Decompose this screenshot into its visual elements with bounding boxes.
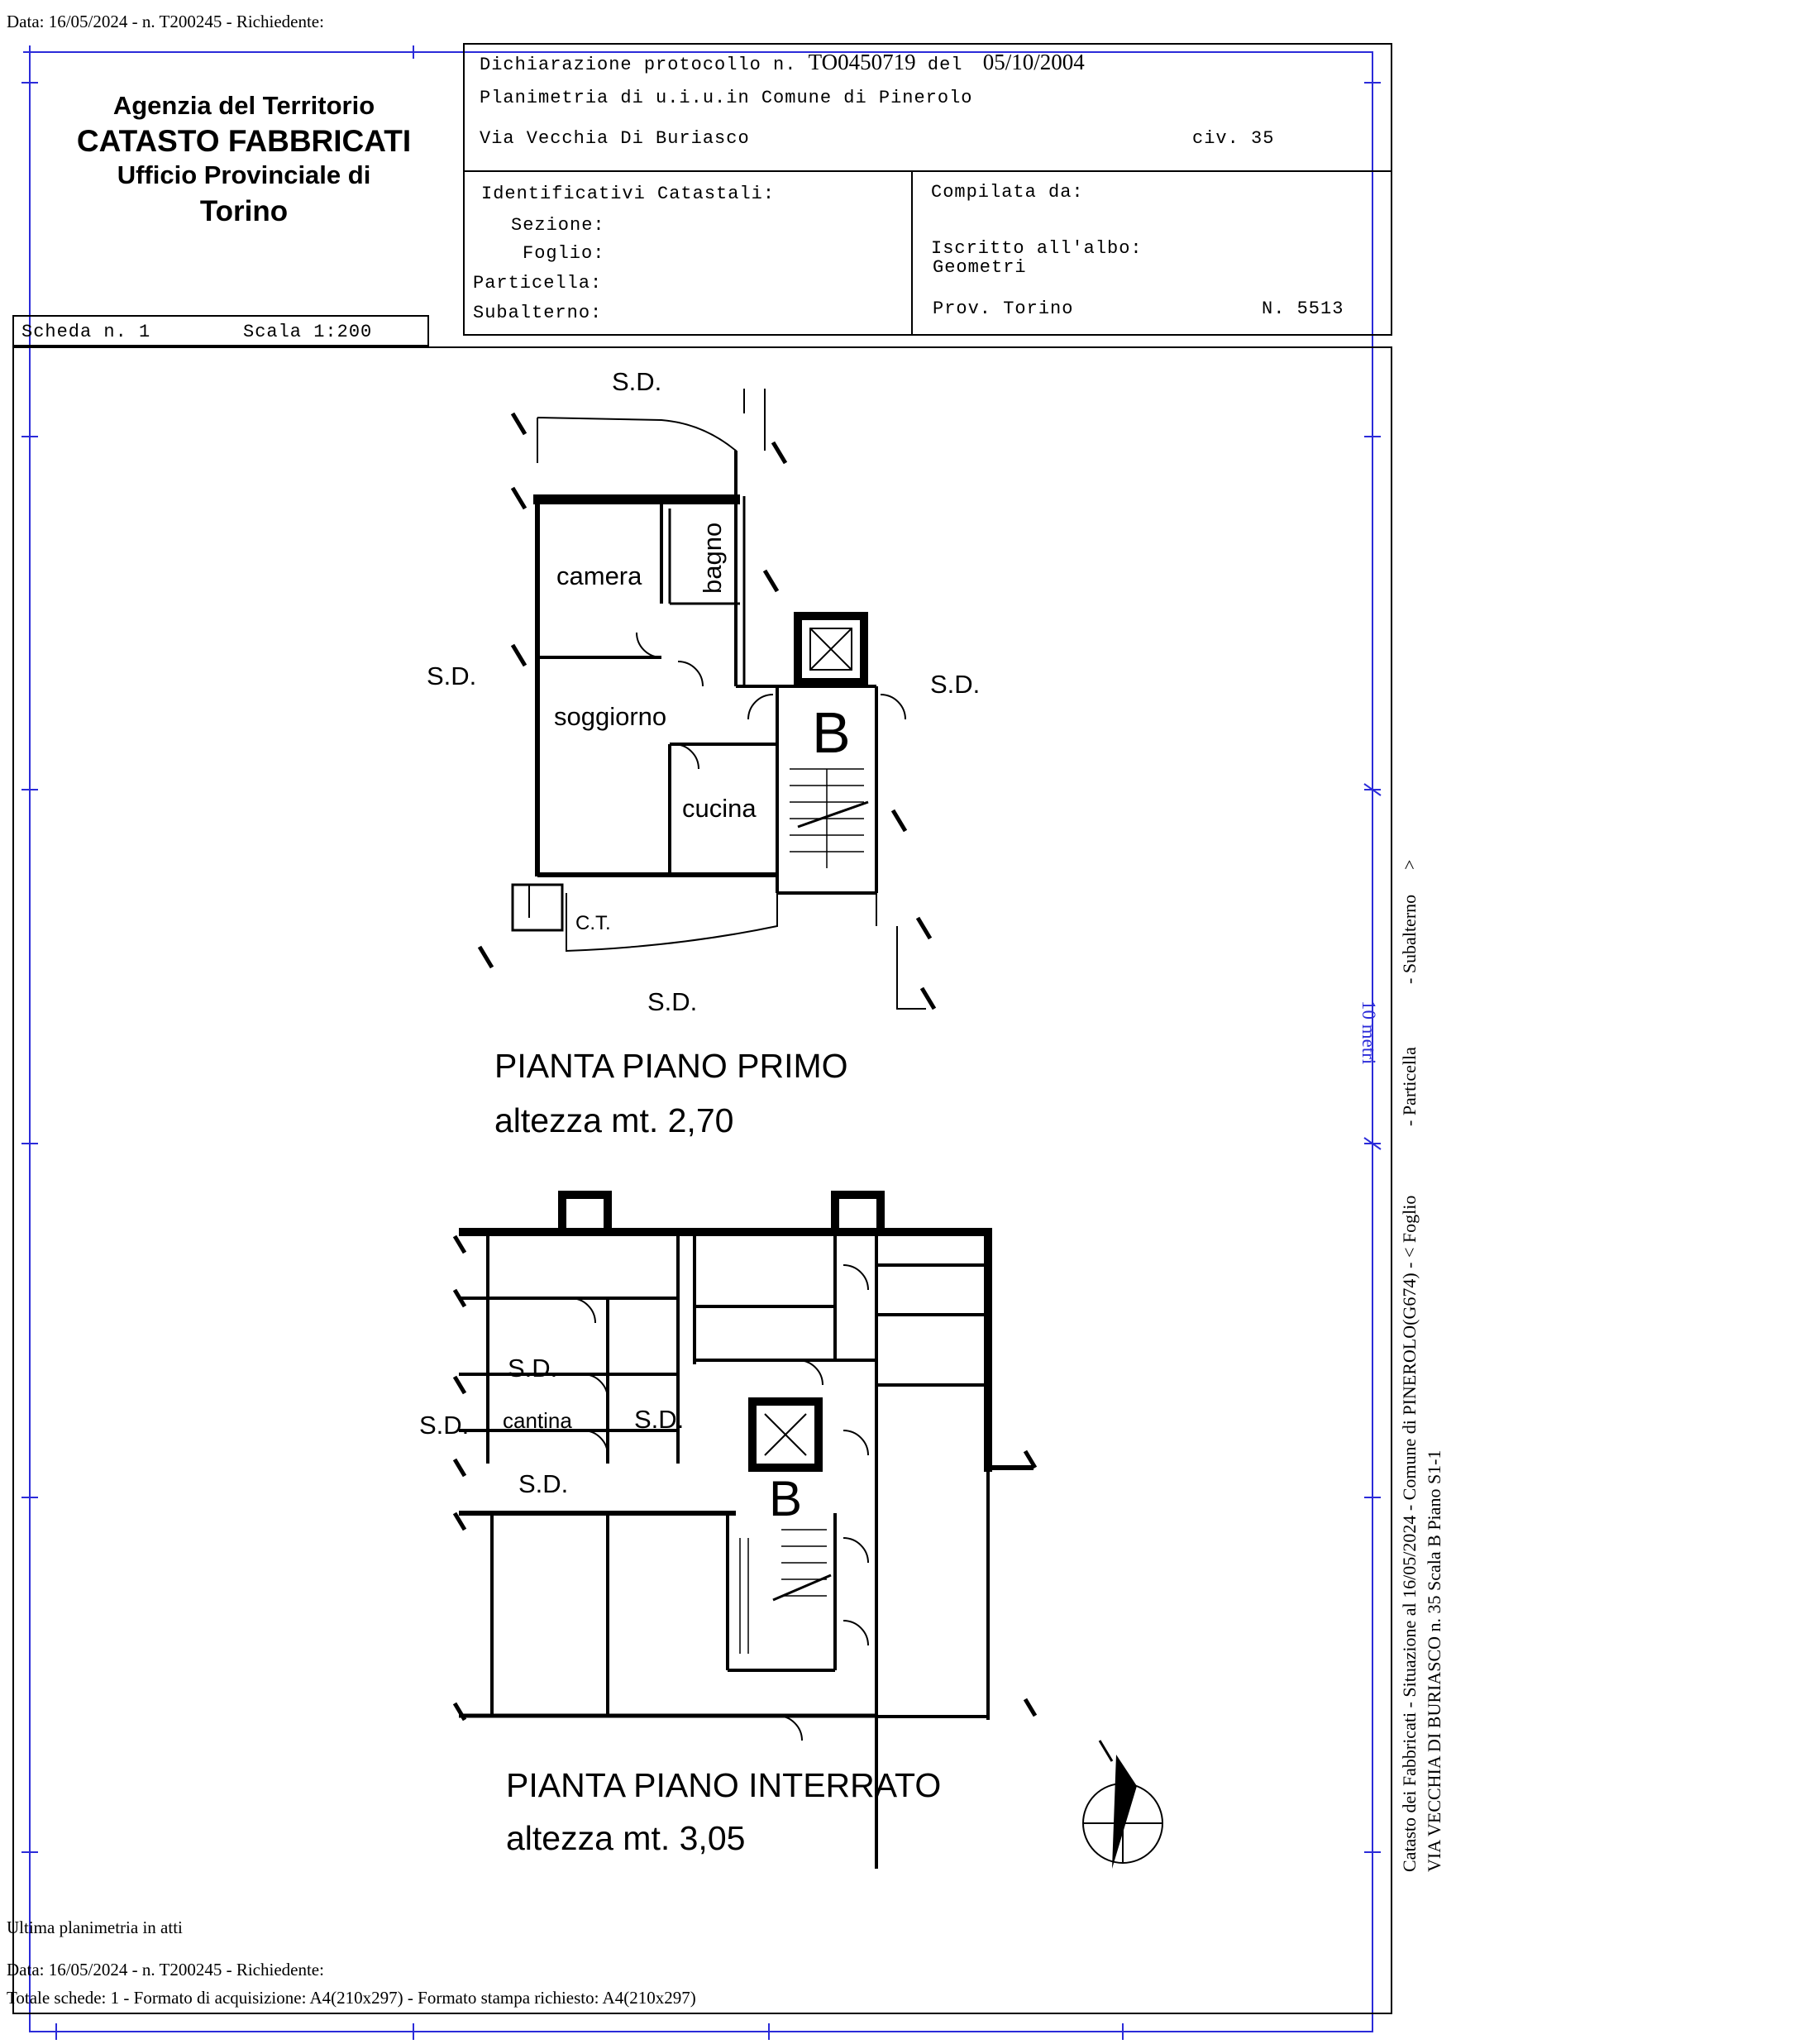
protocol-number: TO0450719 (808, 50, 916, 74)
room-soggiorno: soggiorno (554, 702, 667, 731)
identifiers-title: Identificativi Catastali: (481, 184, 776, 204)
plan-primo-title: PIANTA PIANO PRIMO (494, 1047, 848, 1085)
scala-label: Scala 1:200 (243, 322, 373, 342)
albo-number: N. 5513 (1262, 298, 1344, 319)
footer-totals: Totale schede: 1 - Formato di acquisizione: A4(210x297) - Formato stampa richiesto: A4(210x297) (7, 1988, 696, 2008)
plan-interrato-sd-3: S.D. (634, 1405, 685, 1434)
catasto-title: CATASTO FABBRICATI (76, 124, 412, 158)
plan-interrato-title: PIANTA PIANO INTERRATO (506, 1766, 942, 1804)
plan-primo-sd-left: S.D. (427, 661, 477, 690)
address-line: Via Vecchia Di Buriasco (480, 128, 750, 149)
office-city: Torino (199, 195, 289, 227)
side-text-particella: - Particella (1399, 1047, 1420, 1126)
scheda-label: Scheda n. 1 (21, 322, 151, 342)
last-plan-note: Ultima planimetria in atti (7, 1917, 183, 1937)
province-label: Prov. Torino (933, 298, 1074, 319)
plan-primo-sd-top: S.D. (612, 367, 662, 396)
scale-bar-label: 10 metri (1358, 1001, 1379, 1065)
plan-interrato-drawing (0, 1158, 1406, 1869)
stair-b-interrato: B (769, 1471, 803, 1526)
compiler-title: Compilata da: (931, 182, 1084, 203)
side-text-line2: VIA VECCHIA DI BURIASCO n. 35 Scala B Piano S1-1 (1424, 1449, 1444, 1872)
declaration-prefix: Dichiarazione protocollo n. (480, 55, 797, 75)
room-ct: C.T. (575, 912, 611, 934)
top-stamp: Data: 16/05/2024 - n. T200245 - Richiedente: (7, 12, 324, 31)
subalterno-label: Subalterno: (473, 303, 603, 323)
foglio-label: Foglio: (523, 243, 605, 264)
plan-primo-drawing (0, 0, 1406, 1174)
civic-number: civ. 35 (1192, 128, 1275, 149)
plan-primo-height: altezza mt. 2,70 (494, 1101, 734, 1139)
stair-b-primo: B (812, 700, 851, 765)
albo-label: Iscritto all'albo: (931, 238, 1143, 259)
office-label: Ufficio Provinciale di (117, 160, 371, 189)
declaration-del: del (927, 55, 963, 75)
side-text-close: > (1399, 859, 1420, 870)
plan-interrato-sd-4: S.D. (518, 1469, 569, 1498)
side-text-subalterno: - Subalterno (1399, 894, 1420, 984)
particella-label: Particella: (473, 273, 603, 294)
plan-interrato-sd-1: S.D. (508, 1354, 558, 1383)
plan-interrato-height: altezza mt. 3,05 (506, 1819, 746, 1857)
footer-stamp: Data: 16/05/2024 - n. T200245 - Richiedente: (7, 1960, 324, 1980)
planimetria-line: Planimetria di u.i.u.in Comune di Pinerolo (480, 88, 973, 108)
plan-interrato-sd-2: S.D. (419, 1411, 470, 1440)
declaration-date: 05/10/2004 (982, 50, 1085, 74)
agency-name: Agenzia del Territorio (112, 91, 375, 120)
room-cucina: cucina (682, 794, 757, 823)
plan-primo-sd-bottom: S.D. (647, 987, 698, 1016)
room-camera: camera (556, 561, 642, 590)
side-text-line1: Catasto dei Fabbricati - Situazione al 16/05/2024 - Comune di PINEROLO(G674) - < Foglio (1399, 1195, 1420, 1872)
plan-primo-sd-right: S.D. (930, 670, 981, 699)
room-bagno: bagno (698, 522, 727, 594)
room-cantina: cantina (503, 1408, 572, 1433)
sezione-label: Sezione: (511, 215, 605, 236)
profession-label: Geometri (933, 257, 1027, 278)
